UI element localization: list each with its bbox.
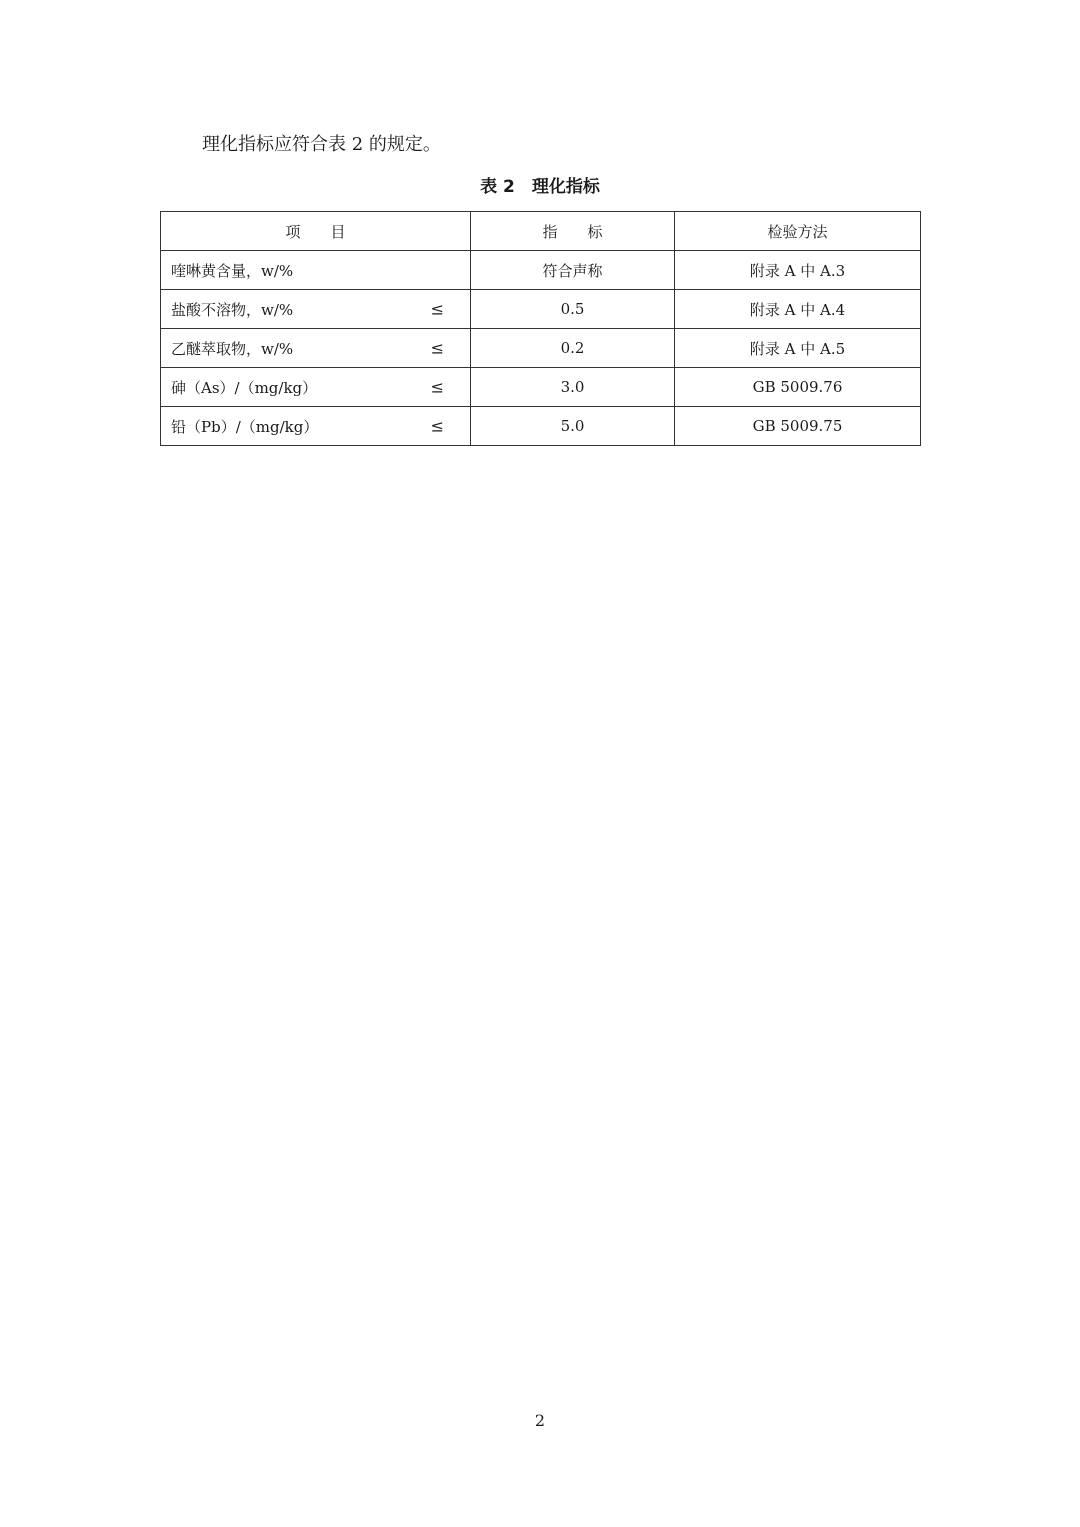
table-row: [161, 251, 921, 290]
item-label: 盐酸不溶物，w/%: [171, 300, 294, 319]
table-row: [161, 407, 921, 446]
comparator: ≤: [430, 299, 444, 319]
comparator: ≤: [430, 416, 444, 436]
comparator: ≤: [430, 377, 444, 397]
method-cell: 附录 A 中 A.3: [675, 251, 921, 290]
method-cell: GB 5009.75: [675, 407, 921, 446]
item-cell: [161, 251, 471, 290]
method-cell: 附录 A 中 A.5: [675, 329, 921, 368]
item-label: 乙醚萃取物，w/%: [171, 339, 294, 358]
header-method: 检验方法: [675, 212, 921, 251]
header-item: 项 目: [161, 212, 471, 251]
header-value: 指 标: [471, 212, 675, 251]
item-cell: [161, 368, 471, 407]
intro-paragraph: 理化指标应符合表 2 的规定。: [202, 134, 441, 155]
table-title: 表 2 理化指标: [480, 177, 600, 197]
table-row: [161, 290, 921, 329]
item-label: 砷（As）/（mg/kg）: [171, 378, 318, 397]
item-cell: [161, 329, 471, 368]
method-cell: 附录 A 中 A.4: [675, 290, 921, 329]
value-cell: 0.5: [471, 290, 675, 329]
item-cell: [161, 407, 471, 446]
table-header-row: [161, 212, 921, 251]
item-label: 喹啉黄含量，w/%: [171, 261, 294, 280]
table-row: [161, 329, 921, 368]
value-cell: 5.0: [471, 407, 675, 446]
value-cell: 0.2: [471, 329, 675, 368]
item-label: 铅（Pb）/（mg/kg）: [171, 417, 319, 436]
comparator: ≤: [430, 338, 444, 358]
physicochemical-table: [160, 211, 921, 446]
method-cell: GB 5009.76: [675, 368, 921, 407]
table-row: [161, 368, 921, 407]
page-number: 2: [534, 1411, 546, 1430]
item-cell: [161, 290, 471, 329]
value-cell: 符合声称: [471, 251, 675, 290]
value-cell: 3.0: [471, 368, 675, 407]
